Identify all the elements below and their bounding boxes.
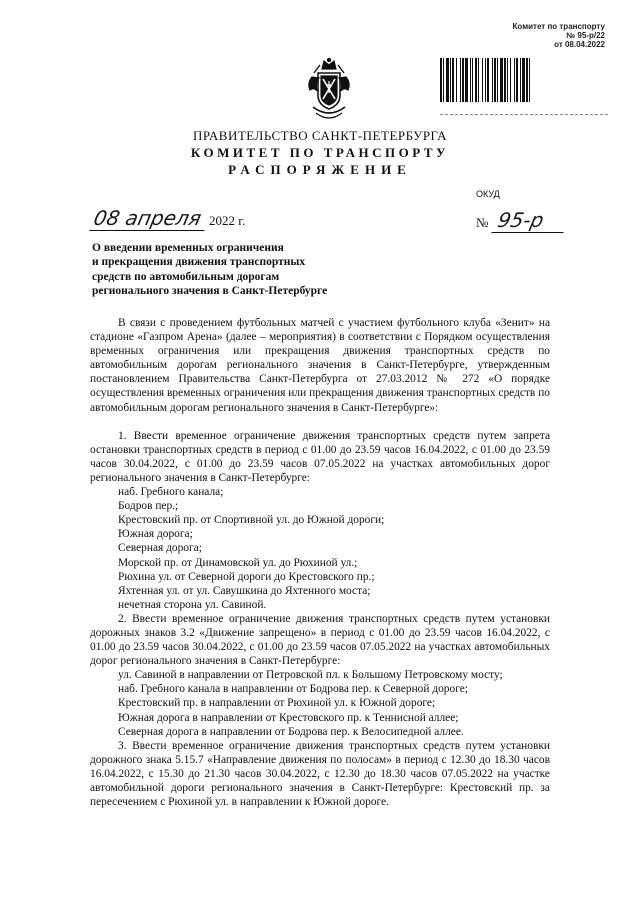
stamp-line-2: № 95-р/22: [566, 31, 605, 40]
list-item: Северная дорога;: [118, 542, 202, 555]
document-header: [0, 128, 640, 178]
stamp-line-1: Комитет по транспорту: [512, 22, 605, 31]
list-item: Крестовский пр. от Спортивной ул. до Южной дороги;: [118, 514, 385, 527]
okud-label: ОКУД: [476, 189, 500, 199]
barcode-underline: [440, 114, 608, 116]
document-type: РАСПОРЯЖЕНИЕ: [228, 162, 412, 177]
list-item: Северная дорога в направлении от Бодрова пер. к Велосипедной аллее.: [118, 725, 464, 738]
document-body: [90, 316, 550, 809]
list-item: Рюхина ул. от Северной дороги до Крестовского пр.;: [118, 570, 375, 583]
list-item: Южная дорога в направлении от Крестовского пр. к Теннисной аллее;: [118, 711, 459, 724]
handwritten-number: 95-р: [492, 208, 569, 233]
list-item: ул. Савиной в направлении от Петровской пл. к Большому Петровскому мосту;: [118, 669, 503, 682]
paragraph-2: 2. Ввести временное ограничение движения транспортных средств путем установки дорожных знаков 3.2 «Движение запрещено» в период с 01.00 до 23.59 часов 16.04.2022, с 01.00 до 23.59 часов 30.04.2022, с 01.00 до 23.59 часов 07.05.2022 на участках автомобильных дорог регионального значения в Санкт-Петербурге:: [90, 612, 550, 668]
list-item: Бодров пер.;: [118, 500, 179, 513]
preamble-paragraph: В связи с проведением футбольных матчей с участием футбольного клуба «Зенит» на стадионе «Газпром Арена» (далее – мероприятия) в соответствии с Порядком осуществления временных ограничения или прекращения движения транспортных средств по автомобильным дорогам регионального значения в Санкт-Петербурге, утвержденным постановлением Правительства Санкт-Петербурга от 27.03.2012 № 272 «О порядке осуществления временных ограничения или прекращения движения транспортных средств по автомобильным дорогам регионального значения в Санкт-Петербурге»:: [90, 317, 550, 414]
list-item: наб. Гребного канала;: [118, 486, 224, 499]
barcode-space: [530, 58, 532, 102]
document-title: [92, 241, 412, 299]
paragraph-3: 3. Ввести временное ограничение движения транспортных средств путем установки дорожного знака 5.15.7 «Направление движения по полосам» в период с 12.30 до 18.30 часов 16.04.2022, с 15.30 до 21.30 часов 30.04.2022, с 12.30 до 18.30 часов 07.05.2022 на участке автомобильной дороги регионального значения в Санкт-Петербурге: Крестовский пр. за пересечением с Рюхиной ул. в направлении к Южной дороге.: [90, 739, 550, 809]
title-line-3: средств по автомобильным дорогам: [92, 270, 280, 283]
list-item: Южная дорога;: [118, 528, 193, 541]
title-line-2: и прекращения движения транспортных: [92, 256, 306, 269]
list-item: нечетная сторона ул. Савиной.: [118, 598, 267, 611]
title-line-1: О введении временных ограничения: [92, 242, 284, 254]
registration-stamp: [455, 22, 605, 49]
number-sign: №: [476, 215, 489, 230]
stamp-line-3: от 08.04.2022: [554, 40, 605, 49]
department-name: КОМИТЕТ ПО ТРАНСПОРТУ: [190, 145, 450, 160]
document-number: [476, 207, 566, 233]
handwritten-date: 08 апреля: [89, 206, 209, 231]
title-line-4: регионального значения в Санкт-Петербурге: [92, 285, 328, 298]
paragraph-1: 1. Ввести временное ограничение движения транспортных средств путем запрета остановки транспортных средств в период с 01.00 до 23.59 часов 16.04.2022, с 01.00 до 23.59 часов 30.04.2022, с 01.00 до 23.59 часов 07.05.2022 на участках автомобильных дорог регионального значения в Санкт-Петербурге:: [90, 429, 550, 484]
barcode: [440, 58, 608, 102]
coat-of-arms-icon: [304, 57, 354, 123]
organization-name: ПРАВИТЕЛЬСТВО САНКТ-ПЕТЕРБУРГА: [192, 128, 448, 143]
list-item: Яхтенная ул. от ул. Савушкина до Яхтенного моста;: [118, 584, 371, 597]
date-year: 2022 г.: [208, 213, 246, 228]
list-item: Крестовский пр. в направлении от Рюхиной ул. к Южной дороге;: [118, 697, 436, 710]
list-item: Морской пр. от Динамовской ул. до Рюхиной ул.;: [118, 556, 358, 569]
document-date: [92, 201, 245, 231]
list-item: наб. Гребного канала в направлении от Бодрова пер. к Северной дороге;: [118, 683, 468, 696]
